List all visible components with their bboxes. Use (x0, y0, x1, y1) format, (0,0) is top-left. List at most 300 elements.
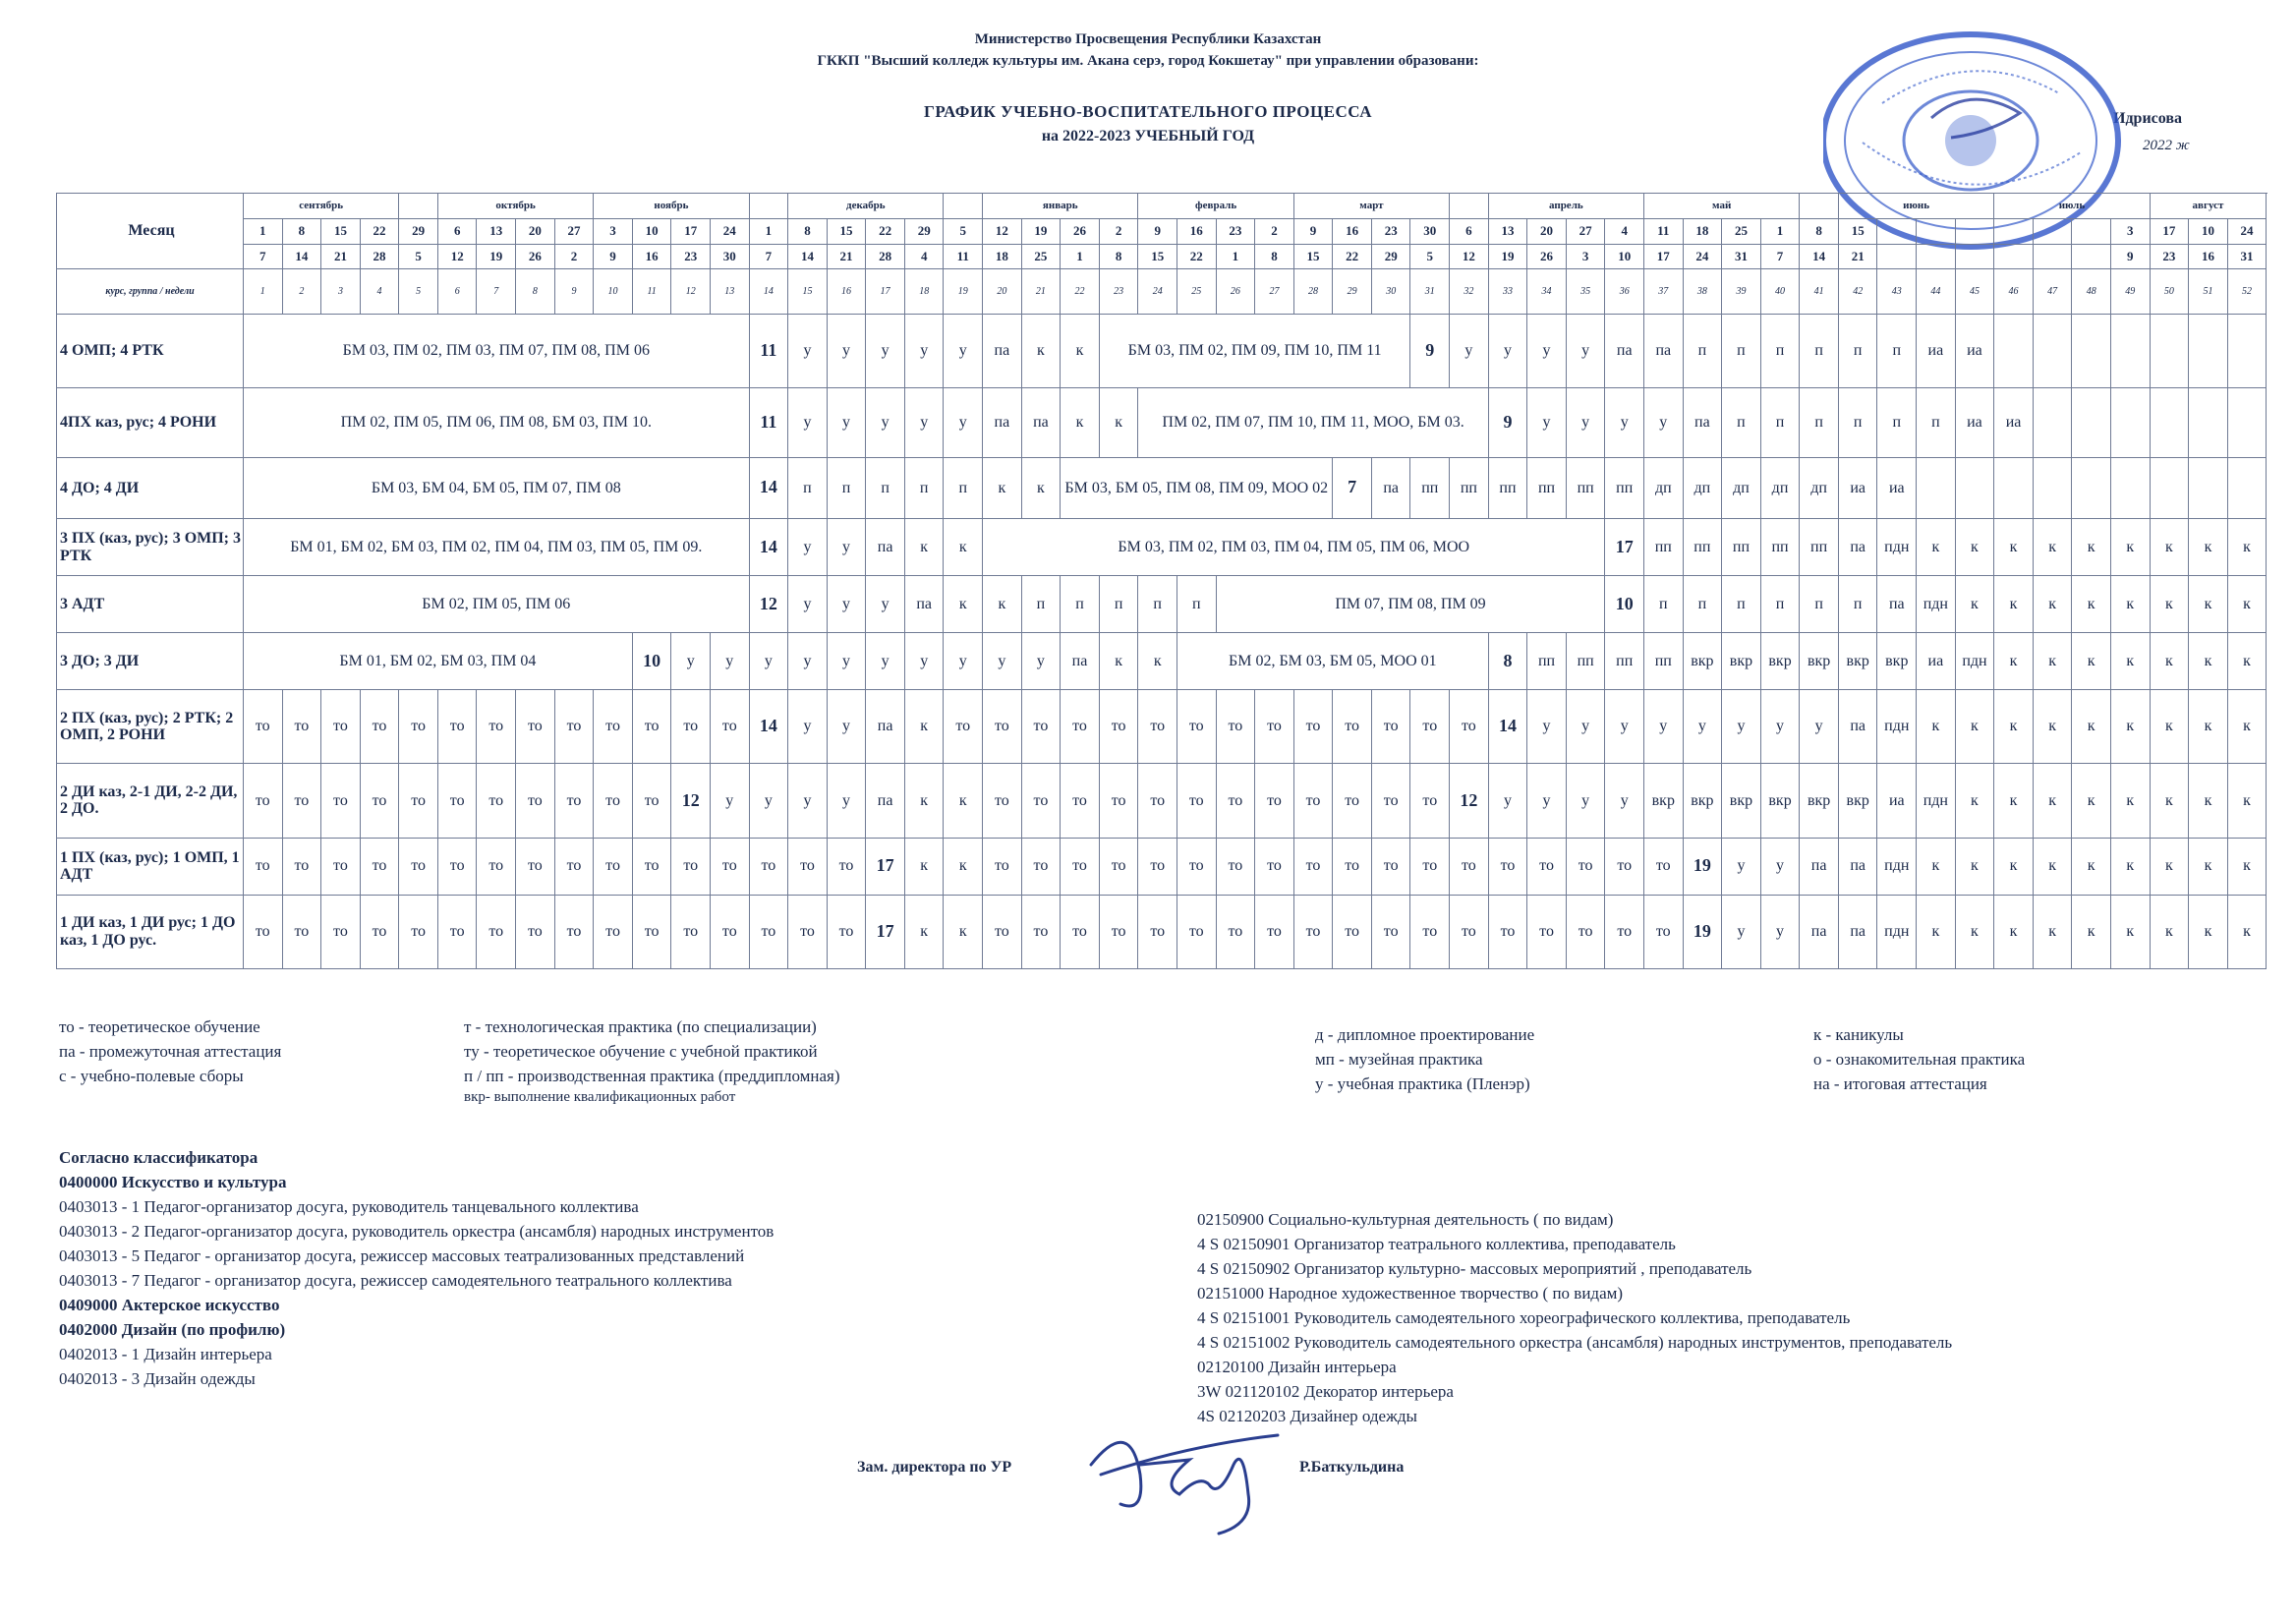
module-span: ПМ 02, ПМ 05, ПМ 06, ПМ 08, БМ 03, ПМ 10. (244, 387, 750, 457)
week-start-date: 2 (1099, 218, 1138, 244)
schedule-cell: к (2110, 576, 2150, 633)
schedule-cell: к (1994, 519, 2034, 576)
week-number: 42 (1838, 269, 1877, 314)
week-start-date: 15 (321, 218, 361, 244)
week-start-date: 5 (944, 218, 983, 244)
schedule-cell: то (360, 895, 399, 968)
schedule-cell: то (827, 895, 866, 968)
legend-column-4 (1813, 1022, 2025, 1096)
week-number: 27 (1255, 269, 1294, 314)
week-start-date: 10 (632, 218, 671, 244)
week-end-date: 25 (1021, 244, 1061, 269)
schedule-cell: к (2110, 764, 2150, 838)
schedule-cell: пп (1527, 633, 1567, 690)
schedule-cell: у (827, 576, 866, 633)
schedule-cell: то (983, 690, 1022, 764)
schedule-cell: у (1644, 690, 1684, 764)
ministry-name: Министерство Просвещения Республики Казахстан (974, 31, 1322, 47)
schedule-cell: пп (1683, 519, 1722, 576)
schedule-cell: па (866, 519, 905, 576)
schedule-cell: па (866, 764, 905, 838)
schedule-cell: к (2189, 895, 2228, 968)
week-number: 49 (2110, 269, 2150, 314)
schedule-cell: у (1605, 690, 1644, 764)
schedule-cell: па (1371, 457, 1410, 518)
month-header: май (1644, 194, 1800, 219)
schedule-cell: п (1760, 314, 1800, 387)
week-number: 50 (2150, 269, 2189, 314)
schedule-cell: па (1838, 838, 1877, 895)
legend-item: д - дипломное проектирование (1315, 1025, 1535, 1044)
schedule-cell: то (1410, 764, 1450, 838)
schedule-cell: вкр (1722, 764, 1761, 838)
week-number: 7 (477, 269, 516, 314)
week-start-date: 19 (1021, 218, 1061, 244)
week-start-date: 30 (1410, 218, 1450, 244)
module-span: БМ 03, ПМ 02, ПМ 03, ПМ 07, ПМ 08, ПМ 06 (244, 314, 750, 387)
table-row (57, 576, 2267, 633)
week-number: 9 (554, 269, 594, 314)
module-span: БМ 02, ПМ 05, ПМ 06 (244, 576, 750, 633)
week-end-date (2033, 244, 2072, 269)
schedule-cell: то (1371, 895, 1410, 968)
schedule-cell: па (904, 576, 944, 633)
legend-item: ту - теоретическое обучение с учебной практикой (464, 1042, 818, 1061)
schedule-cell: у (1566, 314, 1605, 387)
schedule-cell: к (1061, 314, 1100, 387)
schedule-cell: у (1450, 314, 1489, 387)
schedule-cell: у (1800, 690, 1839, 764)
schedule-cell (1994, 457, 2034, 518)
month-header: апрель (1488, 194, 1643, 219)
schedule-cell: к (1061, 387, 1100, 457)
schedule-cell: дп (1760, 457, 1800, 518)
week-number-label: курс, группа / недели (57, 269, 244, 314)
week-start-date: 26 (1061, 218, 1100, 244)
week-number: 29 (1333, 269, 1372, 314)
week-end-date: 8 (1099, 244, 1138, 269)
week-count: 19 (1683, 838, 1722, 895)
week-end-date: 24 (1683, 244, 1722, 269)
week-number: 46 (1994, 269, 2034, 314)
legend-column-1 (59, 1014, 281, 1088)
week-number: 41 (1800, 269, 1839, 314)
schedule-cell: па (983, 314, 1022, 387)
schedule-cell: к (2033, 576, 2072, 633)
schedule-cell: то (1177, 764, 1217, 838)
group-label: 2 ПХ (каз, рус); 2 РТК; 2 ОМП, 2 РОНИ (57, 690, 244, 764)
schedule-cell: то (1333, 690, 1372, 764)
schedule-cell: у (827, 690, 866, 764)
schedule-cell: к (904, 519, 944, 576)
month-header-label: Месяц (57, 194, 244, 269)
week-number: 44 (1917, 269, 1956, 314)
week-start-date (1955, 218, 1994, 244)
schedule-cell: то (516, 690, 555, 764)
schedule-cell: то (1644, 838, 1684, 895)
schedule-cell: п (1644, 576, 1684, 633)
signature-name: Р.Баткульдина (1299, 1459, 1405, 1476)
week-number: 32 (1450, 269, 1489, 314)
month-header: октябрь (437, 194, 593, 219)
college-name: ГККП "Высший колледж культуры им. Акана серэ, город Кокшетау" при управлении образовани: (817, 53, 1479, 69)
schedule-cell (2072, 457, 2111, 518)
schedule-cell: у (711, 633, 750, 690)
week-number: 38 (1683, 269, 1722, 314)
schedule-cell: к (1917, 519, 1956, 576)
schedule-cell: то (788, 895, 828, 968)
week-end-date: 22 (1177, 244, 1217, 269)
week-number: 31 (1410, 269, 1450, 314)
schedule-cell: дп (1800, 457, 1839, 518)
schedule-cell: к (1994, 764, 2034, 838)
classifier-line: 0409000 Актерское искусство (59, 1296, 280, 1314)
schedule-cell: к (1955, 690, 1994, 764)
table-row (57, 838, 2267, 895)
week-start-date (2072, 218, 2111, 244)
schedule-cell: к (2227, 895, 2267, 968)
week-end-date: 17 (1644, 244, 1684, 269)
week-count: 14 (749, 457, 788, 518)
schedule-cell: у (1566, 387, 1605, 457)
month-header: август (2150, 194, 2267, 219)
week-count: 9 (1410, 314, 1450, 387)
schedule-cell: к (2189, 633, 2228, 690)
week-end-date: 11 (944, 244, 983, 269)
schedule-cell: к (2072, 690, 2111, 764)
academic-year: на 2022-2023 УЧЕБНЫЙ ГОД (1041, 128, 1255, 145)
week-end-date: 12 (1450, 244, 1489, 269)
month-header (1800, 194, 1839, 219)
classifier-line: 02151000 Народное художественное творчество ( по видам) (1197, 1284, 1624, 1303)
schedule-cell: то (1021, 838, 1061, 895)
schedule-cell: то (1021, 690, 1061, 764)
schedule-cell: к (1955, 576, 1994, 633)
schedule-cell: па (866, 690, 905, 764)
schedule-cell: то (1021, 895, 1061, 968)
week-number: 47 (2033, 269, 2072, 314)
schedule-cell: п (1877, 387, 1917, 457)
schedule-cell: па (1838, 895, 1877, 968)
schedule-cell (2189, 387, 2228, 457)
schedule-cell: то (1099, 764, 1138, 838)
week-end-date (1917, 244, 1956, 269)
schedule-cell: то (983, 764, 1022, 838)
group-label: 3 ПХ (каз, рус); 3 ОМП; 3 РТК (57, 519, 244, 576)
legend-item: п / пп - производственная практика (преддипломная) (464, 1067, 840, 1085)
schedule-cell (2033, 387, 2072, 457)
schedule-cell: иа (1877, 764, 1917, 838)
schedule-cell: пп (1605, 457, 1644, 518)
group-label: 1 ДИ каз, 1 ДИ рус; 1 ДО каз, 1 ДО рус. (57, 895, 244, 968)
week-start-date: 27 (1566, 218, 1605, 244)
classifier-right (1197, 1207, 1952, 1428)
week-number: 48 (2072, 269, 2111, 314)
week-end-date: 21 (1838, 244, 1877, 269)
month-header: февраль (1138, 194, 1293, 219)
week-start-date: 1 (749, 218, 788, 244)
schedule-cell: пп (1760, 519, 1800, 576)
schedule-cell: у (1760, 895, 1800, 968)
schedule-cell: то (1410, 838, 1450, 895)
schedule-cell (2227, 387, 2267, 457)
week-number: 8 (516, 269, 555, 314)
schedule-cell: то (1255, 895, 1294, 968)
schedule-cell: к (944, 764, 983, 838)
week-count: 7 (1333, 457, 1372, 518)
schedule-cell: то (282, 690, 321, 764)
week-end-date: 16 (632, 244, 671, 269)
schedule-cell: к (904, 764, 944, 838)
week-start-date: 16 (1333, 218, 1372, 244)
week-start-date: 1 (1760, 218, 1800, 244)
week-end-date: 31 (2227, 244, 2267, 269)
schedule-cell: у (904, 387, 944, 457)
week-number: 5 (399, 269, 438, 314)
week-count: 12 (749, 576, 788, 633)
week-start-date: 9 (1293, 218, 1333, 244)
classifier-line: Согласно классификатора (59, 1148, 258, 1167)
schedule-cell: у (1722, 895, 1761, 968)
schedule-cell: пп (1644, 519, 1684, 576)
schedule-cell: у (788, 314, 828, 387)
week-number: 33 (1488, 269, 1527, 314)
legend-item: вкр- выполнение квалификационных работ (464, 1089, 736, 1105)
table-row (57, 895, 2267, 968)
schedule-cell: к (1917, 895, 1956, 968)
schedule-cell: у (827, 633, 866, 690)
schedule-cell: то (477, 764, 516, 838)
week-number: 15 (788, 269, 828, 314)
schedule-cell: пп (1605, 633, 1644, 690)
legend-item: па - промежуточная аттестация (59, 1042, 282, 1061)
schedule-cell: дп (1722, 457, 1761, 518)
schedule-cell (2227, 314, 2267, 387)
schedule-cell: у (866, 314, 905, 387)
module-span: ПМ 02, ПМ 07, ПМ 10, ПМ 11, МОО, БМ 03. (1138, 387, 1488, 457)
schedule-cell: к (1021, 457, 1061, 518)
schedule-cell (1994, 314, 2034, 387)
classifier-line: 0403013 - 1 Педагог-организатор досуга, руководитель танцевального коллектива (59, 1197, 639, 1216)
schedule-cell: у (904, 314, 944, 387)
week-end-date: 7 (749, 244, 788, 269)
schedule-cell: у (1722, 690, 1761, 764)
document-title: ГРАФИК УЧЕБНО-ВОСПИТАТЕЛЬНОГО ПРОЦЕССА (924, 102, 1372, 121)
schedule-cell: вкр (1683, 764, 1722, 838)
week-number: 26 (1216, 269, 1255, 314)
schedule-cell: у (1527, 387, 1567, 457)
schedule-cell: то (711, 895, 750, 968)
week-number: 23 (1099, 269, 1138, 314)
group-label: 1 ПХ (каз, рус); 1 ОМП, 1 АДТ (57, 838, 244, 895)
schedule-cell: п (1800, 576, 1839, 633)
week-end-date: 29 (1371, 244, 1410, 269)
week-count: 14 (749, 690, 788, 764)
schedule-cell: к (2072, 519, 2111, 576)
schedule-cell: к (2227, 633, 2267, 690)
schedule-cell: то (1293, 690, 1333, 764)
schedule-cell: у (749, 633, 788, 690)
schedule-cell: к (1994, 895, 2034, 968)
week-number: 6 (437, 269, 477, 314)
schedule-cell: иа (1917, 633, 1956, 690)
week-end-date: 3 (1566, 244, 1605, 269)
schedule-cell: к (2150, 838, 2189, 895)
legend-item: к - каникулы (1813, 1025, 1904, 1044)
schedule-cell: то (983, 895, 1022, 968)
week-start-date: 6 (1450, 218, 1489, 244)
week-end-date: 8 (1255, 244, 1294, 269)
schedule-cell: к (2227, 838, 2267, 895)
schedule-cell: то (437, 895, 477, 968)
schedule-cell: п (1683, 314, 1722, 387)
week-start-date: 18 (1683, 218, 1722, 244)
schedule-cell: то (1410, 690, 1450, 764)
schedule-cell: к (1021, 314, 1061, 387)
schedule-cell: к (944, 895, 983, 968)
schedule-cell: то (671, 690, 711, 764)
schedule-cell: у (1566, 690, 1605, 764)
schedule-cell: у (1605, 387, 1644, 457)
schedule-cell: к (2150, 519, 2189, 576)
schedule-cell: к (1917, 838, 1956, 895)
schedule-cell: п (1021, 576, 1061, 633)
schedule-cell: п (1722, 314, 1761, 387)
schedule-cell: пп (1527, 457, 1567, 518)
schedule-cell: то (983, 838, 1022, 895)
schedule-cell: то (1371, 690, 1410, 764)
schedule-cell: к (1955, 764, 1994, 838)
month-header: январь (983, 194, 1138, 219)
schedule-cell: к (2227, 576, 2267, 633)
schedule-cell (2110, 314, 2150, 387)
schedule-cell: пдн (1877, 690, 1917, 764)
week-number: 1 (244, 269, 283, 314)
schedule-cell: то (1255, 690, 1294, 764)
schedule-cell: па (1683, 387, 1722, 457)
schedule-cell: пп (1410, 457, 1450, 518)
schedule-cell: то (594, 690, 633, 764)
schedule-cell: па (1800, 838, 1839, 895)
schedule-cell: то (1216, 764, 1255, 838)
schedule-cell: пп (1450, 457, 1489, 518)
schedule-cell: то (360, 690, 399, 764)
schedule-cell: то (632, 690, 671, 764)
week-start-date: 22 (360, 218, 399, 244)
schedule-cell: то (671, 895, 711, 968)
schedule-cell: у (1644, 387, 1684, 457)
schedule-cell: то (1566, 838, 1605, 895)
week-number: 30 (1371, 269, 1410, 314)
week-number: 24 (1138, 269, 1177, 314)
schedule-cell: к (2072, 764, 2111, 838)
schedule-cell: к (2110, 633, 2150, 690)
schedule-cell: к (1994, 576, 2034, 633)
schedule-cell: к (2150, 690, 2189, 764)
schedule-cell: пдн (1877, 895, 1917, 968)
week-start-date: 25 (1722, 218, 1761, 244)
schedule-cell: иа (1877, 457, 1917, 518)
schedule-cell: па (983, 387, 1022, 457)
schedule-cell: пп (1488, 457, 1527, 518)
schedule-cell: то (1061, 895, 1100, 968)
week-end-date: 4 (904, 244, 944, 269)
schedule-cell (2189, 314, 2228, 387)
table-row (57, 457, 2267, 518)
month-header (944, 194, 983, 219)
schedule-cell: к (2150, 576, 2189, 633)
schedule-cell: то (399, 838, 438, 895)
schedule-cell: то (1566, 895, 1605, 968)
schedule-cell: то (282, 895, 321, 968)
week-count: 9 (1488, 387, 1527, 457)
legend-item: т - технологическая практика (по специализации) (464, 1017, 817, 1036)
week-number: 2 (282, 269, 321, 314)
schedule-cell: то (1099, 838, 1138, 895)
week-end-date: 21 (321, 244, 361, 269)
week-number: 36 (1605, 269, 1644, 314)
schedule-cell: к (944, 519, 983, 576)
schedule-cell: то (1061, 764, 1100, 838)
schedule-cell (2150, 387, 2189, 457)
week-end-date: 31 (1722, 244, 1761, 269)
schedule-cell: к (2033, 895, 2072, 968)
week-end-date: 26 (516, 244, 555, 269)
schedule-cell: у (1527, 764, 1567, 838)
week-number: 35 (1566, 269, 1605, 314)
week-number: 13 (711, 269, 750, 314)
week-start-date: 13 (1488, 218, 1527, 244)
schedule-cell: вкр (1800, 633, 1839, 690)
schedule-cell: дп (1683, 457, 1722, 518)
week-number: 17 (866, 269, 905, 314)
schedule-cell: то (944, 690, 983, 764)
schedule-cell: вкр (1760, 764, 1800, 838)
schedule-cell (2072, 387, 2111, 457)
schedule-cell: то (1527, 838, 1567, 895)
schedule-cell: па (1021, 387, 1061, 457)
schedule-cell: п (1760, 387, 1800, 457)
schedule-cell: то (1216, 838, 1255, 895)
table-row (57, 690, 2267, 764)
schedule-cell: у (1488, 314, 1527, 387)
week-count: 14 (1488, 690, 1527, 764)
director-date: 2022 ж (2143, 138, 2190, 153)
week-number: 45 (1955, 269, 1994, 314)
schedule-cell: п (1177, 576, 1217, 633)
week-end-date: 5 (399, 244, 438, 269)
schedule-cell: у (866, 387, 905, 457)
month-header: декабрь (788, 194, 944, 219)
week-end-date: 19 (477, 244, 516, 269)
schedule-cell: к (2110, 895, 2150, 968)
schedule-cell: то (1605, 895, 1644, 968)
schedule-cell: у (1566, 764, 1605, 838)
schedule-cell: то (1138, 690, 1177, 764)
schedule-cell: то (477, 895, 516, 968)
schedule-cell: то (1061, 838, 1100, 895)
week-count: 17 (1605, 519, 1644, 576)
group-label: 3 ДО; 3 ДИ (57, 633, 244, 690)
week-start-date: 16 (1177, 218, 1217, 244)
week-end-date (1955, 244, 1994, 269)
schedule-cell: к (2189, 690, 2228, 764)
schedule-cell (2189, 457, 2228, 518)
classifier-line: 02150900 Социально-культурная деятельность ( по видам) (1197, 1210, 1614, 1229)
schedule-cell: то (632, 764, 671, 838)
week-number: 37 (1644, 269, 1684, 314)
week-number: 39 (1722, 269, 1761, 314)
